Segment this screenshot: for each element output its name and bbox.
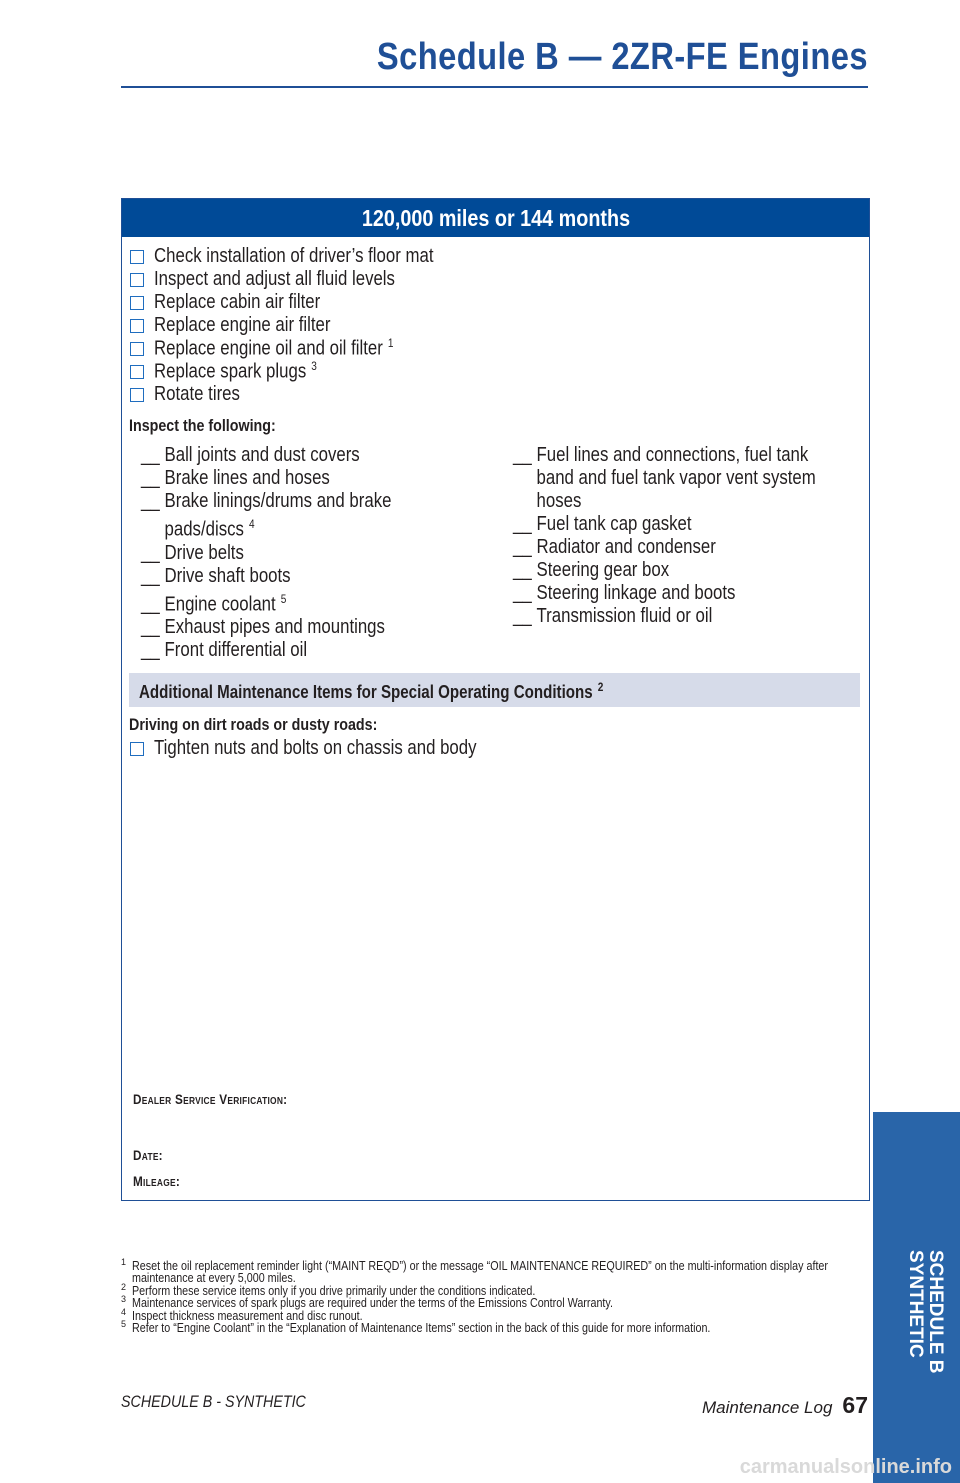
inspect-line: __ Steering linkage and boots [513, 582, 736, 604]
checkbox-icon[interactable] [130, 365, 144, 379]
section-side-tab[interactable] [873, 1112, 960, 1483]
service-check-item [130, 245, 487, 268]
inspect-item [141, 444, 521, 467]
service-check-item [130, 314, 487, 337]
interval-header-text: 120,000 miles or 144 months [361, 205, 630, 231]
checkbox-icon[interactable] [130, 250, 144, 264]
blank-line: __ [141, 467, 160, 489]
footer-right [702, 1392, 868, 1419]
inspect-line: __ Fuel lines and connections, fuel tank [513, 444, 809, 466]
footnote-text: Refer to “Engine Coolant” in the “Explanation of Maintenance Items” section in the back of this guide for more information. [132, 1321, 711, 1336]
inspect-item [513, 444, 863, 513]
additional-conditions-bar [129, 673, 860, 707]
inspect-line: __ Brake linings/drums and brake [141, 490, 392, 512]
blank-line: __ [141, 593, 160, 616]
inspect-item [141, 542, 521, 565]
blank-line: __ [141, 616, 160, 639]
mileage-label: Mileage: [133, 1173, 181, 1189]
footnote-number: 3 [121, 1294, 127, 1305]
driving-heading: Driving on dirt roads or dusty roads: [129, 715, 378, 734]
footnote [121, 1319, 861, 1336]
inspect-item [141, 616, 521, 639]
footnote-number: 5 [121, 1319, 127, 1330]
blank-line: __ [513, 559, 532, 581]
footnote-text: Maintenance services of spark plugs are required under the terms of the Emissions Control Warranty. [132, 1296, 613, 1311]
driving-check-item [130, 737, 538, 760]
service-check-label: Replace cabin air filter [154, 291, 321, 313]
service-check-label: Inspect and adjust all fluid levels [154, 268, 395, 290]
date-label: Date: [133, 1147, 163, 1163]
blank-line: __ [141, 541, 160, 564]
blank-line: __ [513, 513, 532, 535]
inspect-item [141, 490, 521, 542]
footnotes [121, 1257, 861, 1336]
blank-line: __ [513, 536, 532, 558]
service-check-item [130, 337, 487, 360]
side-tab-label: SCHEDULE B SYNTHETIC [905, 1250, 946, 1374]
blank-line: __ [141, 564, 160, 587]
driving-check-label: Tighten nuts and bolts on chassis and body [154, 737, 477, 759]
watermark: carmanualsonline.info [739, 1456, 952, 1478]
service-check-item [130, 383, 487, 406]
service-check-label: Replace engine air filter [154, 314, 331, 336]
dealer-verification-label: Dealer Service Verification: [133, 1091, 288, 1107]
inspect-item [141, 588, 521, 617]
footnote-number: 1 [121, 1257, 127, 1267]
service-check-label: Rotate tires [154, 383, 240, 405]
driving-checklist [130, 737, 538, 760]
interval-header [122, 199, 869, 237]
inspect-line: __ Fuel tank cap gasket [513, 513, 692, 535]
blank-line: __ [141, 639, 160, 662]
footnote-ref: 5 [280, 591, 287, 606]
title-rule [121, 86, 868, 88]
footnote-ref: 1 [387, 336, 394, 351]
inspect-item [513, 536, 863, 559]
inspect-list-left [141, 444, 521, 662]
footer-section-label: SCHEDULE B - SYNTHETIC [121, 1392, 306, 1411]
checkbox-icon[interactable] [130, 388, 144, 402]
inspect-item [141, 565, 521, 588]
page-title: Schedule B — 2ZR-FE Engines [377, 36, 868, 78]
service-check-label: Check installation of driver’s floor mat [154, 245, 434, 267]
inspect-line: __ Radiator and condenser [513, 536, 716, 558]
inspect-line-cont: pads/discs $^4$ [164, 517, 255, 541]
service-check-item [130, 360, 487, 383]
blank-line: __ [141, 490, 160, 512]
inspect-item [513, 582, 863, 605]
inspect-line: __ Exhaust pipes and mountings [141, 616, 385, 639]
inspect-item [141, 467, 521, 490]
inspect-line: __ Ball joints and dust covers [141, 444, 360, 466]
page-number: 67 [842, 1392, 868, 1418]
service-check-label: Replace spark plugs $^3$ [154, 359, 317, 383]
inspect-heading: Inspect the following: [129, 416, 276, 435]
inspect-line: __ Brake lines and hoses [141, 467, 330, 489]
inspect-item [513, 513, 863, 536]
service-checklist [130, 245, 487, 406]
footnote-text: Inspect thickness measurement and disc runout. [132, 1308, 363, 1323]
blank-line: __ [141, 444, 160, 466]
footnote-text: Perform these service items only if you drive primarily under the conditions indicated. [132, 1283, 536, 1298]
inspect-item [513, 605, 863, 628]
inspect-line: __ Drive shaft boots [141, 564, 291, 587]
additional-heading: Additional Maintenance Items for Special Operating Conditions $^2$ [139, 680, 604, 702]
inspect-item [513, 559, 863, 582]
footnote-ref: 4 [248, 517, 255, 531]
checkbox-icon[interactable] [130, 273, 144, 287]
blank-line: __ [513, 582, 532, 604]
inspect-line: __ Steering gear box [513, 559, 670, 581]
inspect-list-right [513, 444, 863, 628]
inspect-line: __ Transmission fluid or oil [513, 605, 713, 627]
checkbox-icon[interactable] [130, 296, 144, 310]
footnote [121, 1257, 861, 1286]
checkbox-icon[interactable] [130, 742, 144, 756]
service-check-label: Replace engine oil and oil filter $^1$ [154, 336, 394, 360]
inspect-line: __ Drive belts [141, 541, 244, 564]
service-check-item [130, 268, 487, 291]
inspect-item [141, 639, 521, 662]
inspect-line: __ Engine coolant $^5$ [141, 591, 287, 616]
blank-line: __ [513, 605, 532, 627]
footnote-text: Reset the oil replacement reminder light (“MAINT REQD”) or the message “OIL MAINTENANCE REQUIRED” on the multi-information display after maintenance at every 5,000 miles. [132, 1259, 828, 1286]
footnote-number: 4 [121, 1306, 127, 1317]
inspect-line: __ Front differential oil [141, 639, 308, 662]
checkbox-icon[interactable] [130, 342, 144, 356]
footnote-number: 2 [121, 1281, 127, 1292]
maintenance-box [121, 198, 870, 1201]
checkbox-icon[interactable] [130, 319, 144, 333]
footnote-ref: 3 [311, 359, 317, 374]
inspect-line-cont: hoses [536, 490, 582, 512]
additional-footnote-ref: 2 [597, 680, 604, 694]
service-check-item [130, 291, 487, 314]
blank-line: __ [513, 444, 532, 466]
footer-log-label: Maintenance Log [701, 1398, 833, 1417]
inspect-line-cont: band and fuel tank vapor vent system [536, 467, 816, 489]
